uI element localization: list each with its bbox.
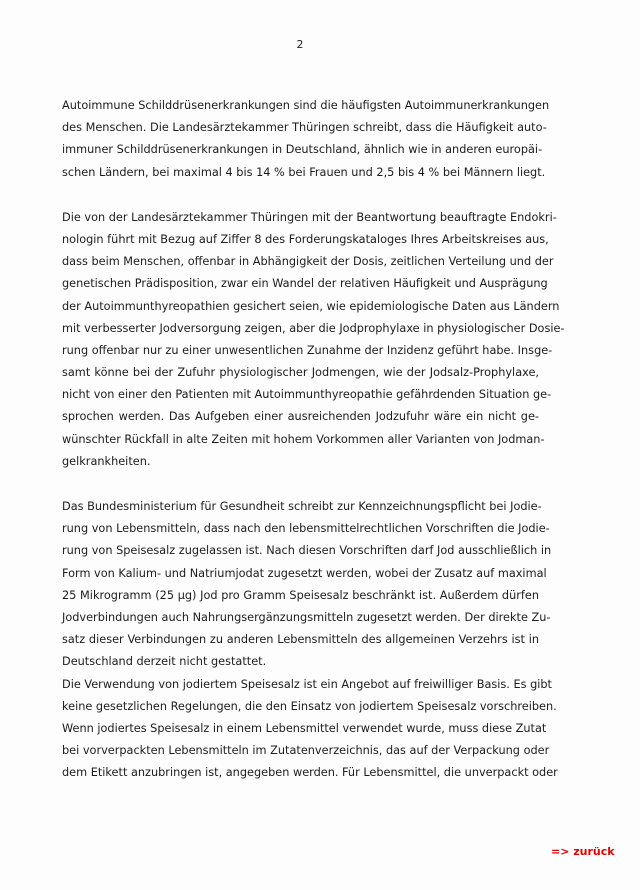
text-line: Die von der Landesärztekammer Thüringen mit der Beantwortung beauftragte Endokri-: [62, 210, 557, 224]
page-number: 2: [296, 38, 304, 51]
paragraph-endocrinologist-statement: [62, 207, 565, 473]
text-line: nicht von einer den Patienten mit Autoimmunthyreopathie gefährdenden Situation ge-: [62, 388, 552, 402]
text-line: Das Bundesministerium für Gesundheit schreibt zur Kennzeichnungspflicht bei Jodie-: [62, 500, 542, 513]
paragraph-autoimmune-prevalence: [62, 95, 550, 184]
text-line: der Autoimmunthyreopathien gesichert seien, wie epidemiologische Daten aus Ländern: [62, 299, 560, 313]
text-line: Form von Kalium- und Natriumjodat zugesetzt werden, wobei der Zusatz auf maximal: [62, 566, 547, 580]
text-line: schen Ländern, bei maximal 4 bis 14 % bei Frauen und 2,5 bis 4 % bei Männern liegt.: [62, 165, 546, 179]
text-line: samt könne bei der Zufuhr physiologischer Jodmengen, wie der Jodsalz-Prophylaxe,: [62, 366, 539, 380]
text-line: sprochen werden. Das Aufgeben einer ausreichenden Jodzufuhr wäre ein nicht ge-: [62, 410, 539, 424]
text-line: nologin führt mit Bezug auf Ziffer 8 des Forderungskataloges Ihres Arbeitskreises aus,: [62, 232, 549, 246]
text-line: rung von Speisesalz zugelassen ist. Nach diesen Vorschriften darf Jod ausschließlich in: [62, 544, 552, 558]
text-line: genetischen Prädisposition, zwar ein Wandel der relativen Häufigkeit und Ausprägung: [62, 277, 548, 291]
document-body: [62, 95, 565, 784]
paragraph-spacer: [62, 473, 539, 496]
paragraph-iodized-salt-voluntary: [62, 674, 558, 785]
text-line: gelkrankheiten.: [62, 454, 151, 468]
text-line: immuner Schilddrüsenerkrankungen in Deutschland, ähnlich wie in anderen europäi-: [62, 143, 543, 157]
text-line: wünschter Rückfall in alte Zeiten mit hohem Vorkommen aller Varianten von Jodman-: [62, 432, 545, 446]
text-line: mit verbesserter Jodversorgung zeigen, aber die Jodprophylaxe in physiologischer Dosie-: [62, 321, 565, 335]
text-line: des Menschen. Die Landesärztekammer Thüringen schreibt, dass die Häufigkeit auto-: [62, 121, 547, 135]
text-line: satz dieser Verbindungen zu anderen Lebensmitteln des allgemeinen Verzehrs ist in: [62, 633, 539, 647]
text-line: Autoimmune Schilddrüsenerkrankungen sind die häufigsten Autoimmunerkrankungen: [62, 99, 550, 112]
text-line: Wenn jodiertes Speisesalz in einem Lebensmittel verwendet wurde, muss diese Zutat: [62, 721, 547, 735]
paragraph-ministry-labeling: [62, 496, 552, 674]
text-line: Jodverbindungen auch Nahrungsergänzungsmitteln zugesetzt werden. Der direkte Zu-: [62, 610, 551, 624]
text-line: keine gesetzlichen Regelungen, die den Einsatz von jodiertem Speisesalz vorschreiben.: [62, 699, 557, 713]
text-line: Deutschland derzeit nicht gestattet.: [62, 655, 267, 669]
text-line: bei vorverpackten Lebensmitteln im Zutatenverzeichnis, das auf der Verpackung oder: [62, 744, 550, 758]
text-line: Die Verwendung von jodiertem Speisesalz ist ein Angebot auf freiwilliger Basis. Es gibt: [62, 677, 552, 691]
text-line: dass beim Menschen, offenbar in Abhängigkeit der Dosis, zeitlichen Verteilung und der: [62, 255, 554, 269]
paragraph-spacer: [62, 184, 539, 207]
text-line: dem Etikett anzubringen ist, angegeben werden. Für Lebensmittel, die unverpackt oder: [62, 766, 558, 780]
text-line: 25 Mikrogramm (25 µg) Jod pro Gramm Speisesalz beschränkt ist. Außerdem dürfen: [62, 588, 539, 602]
back-link[interactable]: => zurück: [551, 845, 615, 858]
text-line: rung von Lebensmitteln, dass nach den lebensmittelrechtlichen Vorschriften die Jodie-: [62, 522, 550, 536]
text-line: rung offenbar nur zu einer unwesentlichen Zunahme der Inzidenz geführt habe. Insge-: [62, 343, 553, 357]
